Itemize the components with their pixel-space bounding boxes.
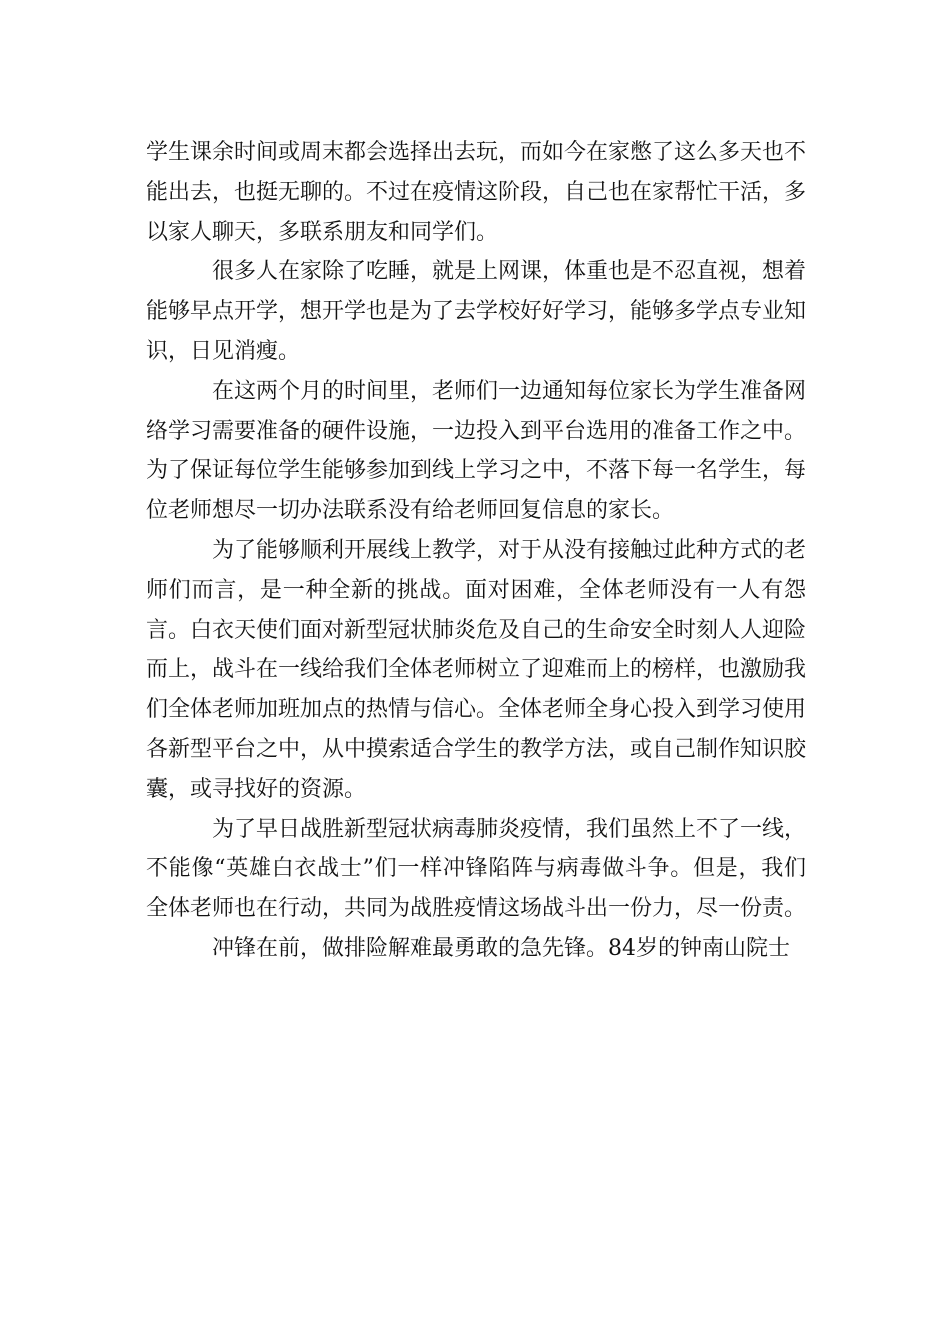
paragraph-2: 很多人在家除了吃睡，就是上网课，体重也是不忍直视，想着能够早点开学，想开学也是为了去学校好好学习，能够多学点专业知识，日见消瘦。 <box>146 259 807 364</box>
paragraph-6: 冲锋在前，做排险解难最勇敢的急先锋。84岁的钟南山院士 <box>212 935 790 961</box>
document-page <box>146 133 806 969</box>
paragraph-3: 在这两个月的时间里，老师们一边通知每位家长为学生准备网络学习需要准备的硬件设施，一边投入到平台选用的准备工作之中。为了保证每位学生能够参加到线上学习之中，不落下每一名学生，每位老师想尽一切办法联系没有给老师回复信息的家长。 <box>146 378 807 524</box>
paragraph-5: 为了早日战胜新型冠状病毒肺炎疫情，我们虽然上不了一线，不能像“英雄白衣战士”们一样冲锋陷阵与病毒做斗争。但是，我们全体老师也在行动，共同为战胜疫情这场战斗出一份力，尽一份责。 <box>146 816 807 922</box>
paragraph-1: 学生课余时间或周末都会选择出去玩，而如今在家憋了这么多天也不能出去，也挺无聊的。不过在疫情这阶段，自己也在家帮忙干活，多以家人聊天，多联系朋友和同学们。 <box>146 140 807 245</box>
paragraph-4: 为了能够顺利开展线上教学，对于从没有接触过此种方式的老师们而言，是一种全新的挑战。面对困难，全体老师没有一人有怨言。白衣天使们面对新型冠状肺炎危及自己的生命安全时刻人人迎险而上，战斗在一线给我们全体老师树立了迎难而上的榜样，也激励我们全体老师加班加点的热情与信心。全体老师全身心投入到学习使用各新型平台之中，从中摸索适合学生的教学方法，或自己制作知识胶囊，或寻找好的资源。 <box>146 537 807 802</box>
